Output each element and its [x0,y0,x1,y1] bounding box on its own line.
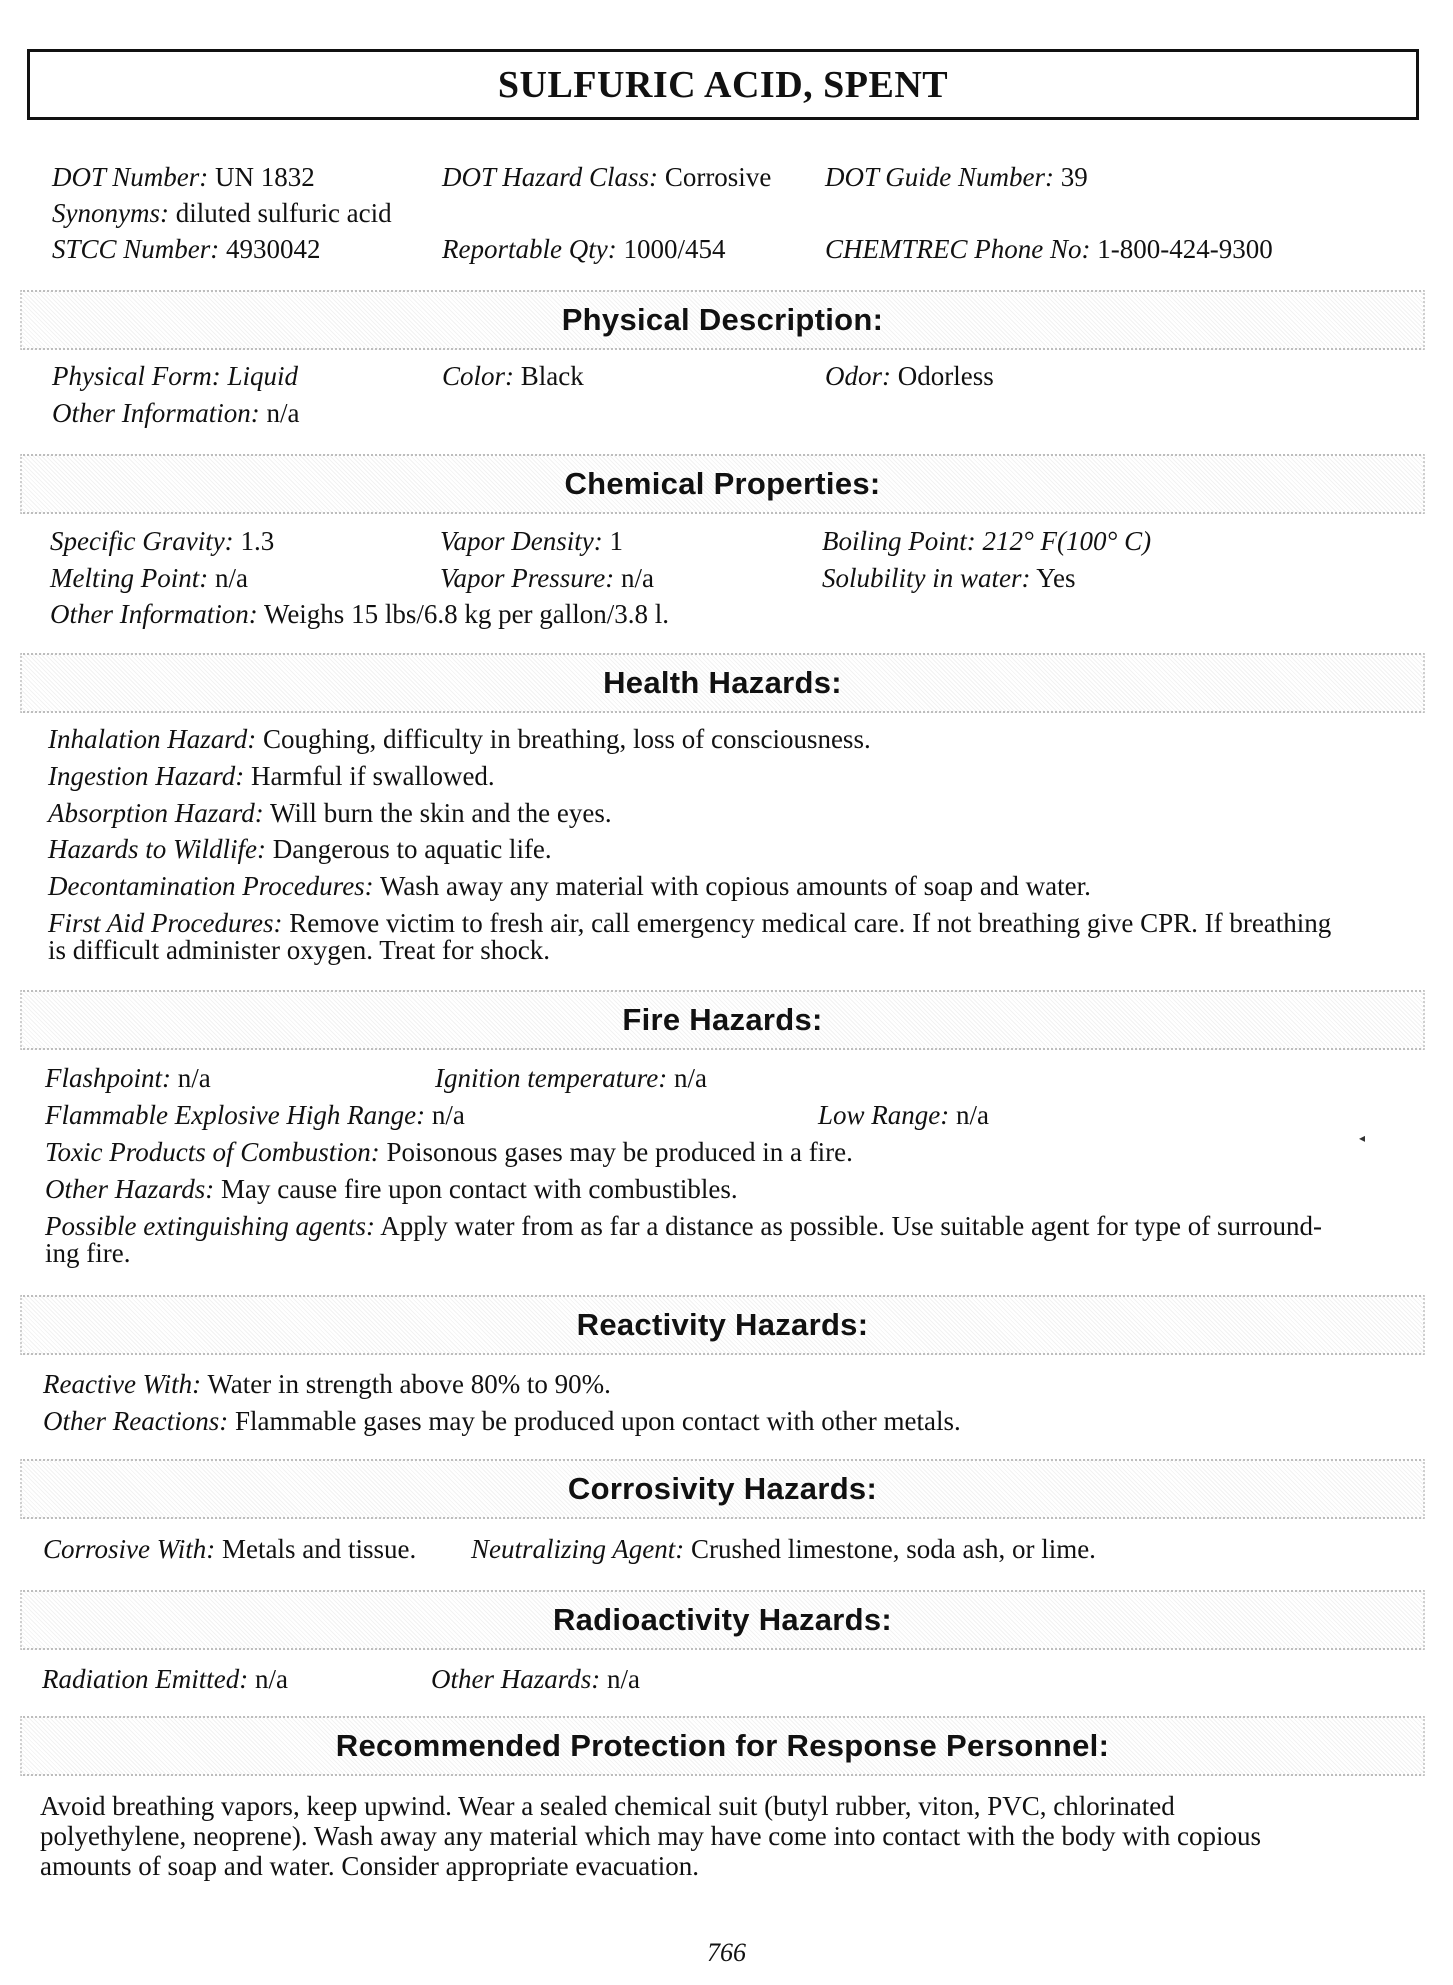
other-reactions-label: Other Reactions: [43,1406,229,1436]
absorption-hazard-field [48,798,612,828]
extinguishing-agents-label: Possible extinguishing agents: [45,1211,375,1241]
flashpoint-value: n/a [177,1063,211,1093]
radiation-emitted-value: n/a [254,1664,288,1694]
stcc-field [52,234,321,264]
absorption-hazard-label: Absorption Hazard: [48,798,264,828]
chemtrec-label: CHEMTREC Phone No: [825,234,1091,264]
melting-point-label: Melting Point: [50,563,209,593]
corrosive-with-label: Corrosive With: [43,1534,216,1564]
hazard-class-label: DOT Hazard Class: [442,162,659,192]
boiling-point-label: Boiling Point: 212° F(100° C) [822,526,1152,556]
first-aid-field [48,908,1331,938]
chemical-other-value: Weighs 15 lbs/6.8 kg per gallon/3.8 l. [264,599,670,629]
synonyms-label: Synonyms: [52,198,169,228]
extinguishing-agents-value-line2: ing fire. [45,1238,131,1268]
toxic-products-value: Poisonous gases may be produced in a fire. [386,1137,853,1167]
wildlife-hazard-value: Dangerous to aquatic life. [272,834,552,864]
toxic-products-label: Toxic Products of Combustion: [45,1137,380,1167]
synonyms-field [52,198,392,228]
radio-other-hazards-field [431,1664,640,1694]
protection-text-line1 [40,1791,1175,1821]
protection-heading: Recommended Protection for Response Personnel: [335,1728,1110,1763]
solubility-label: Solubility in water: [822,563,1031,593]
flashpoint-label: Flashpoint: [45,1063,171,1093]
decontamination-field [48,871,1091,901]
physical-description-heading: Physical Description: [561,302,884,337]
reportable-qty-value: 1000/454 [623,234,726,264]
color-label: Color: [442,361,515,391]
protection-value-line1: Avoid breathing vapors, keep upwind. Wear a sealed chemical suit (butyl rubber, viton, PVC, chlorinated [40,1791,1175,1821]
decontamination-value: Wash away any material with copious amounts of soap and water. [379,871,1091,901]
chemical-other-field [50,599,669,629]
color-field [442,361,584,391]
protection-value-line3: amounts of soap and water. Consider appropriate evacuation. [40,1851,700,1881]
inhalation-hazard-label: Inhalation Hazard: [48,724,257,754]
corrosive-with-field [43,1534,416,1564]
chemical-properties-heading: Chemical Properties: [564,466,881,501]
wildlife-hazard-field [48,834,552,864]
fire-hazards-heading: Fire Hazards: [622,1002,823,1037]
first-aid-value-line2: is difficult administer oxygen. Treat for shock. [48,935,550,965]
corrosivity-hazards-band [20,1459,1425,1519]
reactivity-hazards-heading: Reactivity Hazards: [576,1307,869,1342]
corrosive-with-value: Metals and tissue. [222,1534,417,1564]
decontamination-label: Decontamination Procedures: [48,871,374,901]
radiation-emitted-label: Radiation Emitted: [42,1664,249,1694]
neutralizing-agent-value: Crushed limestone, soda ash, or lime. [691,1534,1096,1564]
reportable-qty-label: Reportable Qty: [442,234,617,264]
toxic-products-field [45,1137,853,1167]
low-range-value: n/a [956,1100,989,1130]
specific-gravity-field [50,526,274,556]
melting-point-field [50,563,248,593]
neutralizing-agent-label: Neutralizing Agent: [471,1534,685,1564]
neutralizing-agent-field [471,1534,1096,1564]
hazard-class-value: Corrosive [664,162,772,192]
high-range-value: n/a [431,1100,465,1130]
radio-other-hazards-value: n/a [607,1664,641,1694]
ingestion-hazard-value: Harmful if swallowed. [251,761,495,791]
melting-point-value: n/a [214,563,248,593]
scan-mark: ◂ [1359,1131,1366,1145]
fire-other-hazards-field [45,1174,738,1204]
chemtrec-value: 1-800-424-9300 [1097,234,1273,264]
first-aid-label: First Aid Procedures: [48,908,283,938]
fire-other-hazards-value: May cause fire upon contact with combustibles. [221,1174,738,1204]
radioactivity-hazards-band [20,1590,1425,1650]
low-range-field [818,1100,989,1130]
color-value: Black [520,361,584,391]
vapor-pressure-value: n/a [620,563,654,593]
solubility-value: Yes [1036,563,1076,593]
low-range-label: Low Range: [818,1100,950,1130]
extinguishing-agents-continued [45,1238,130,1268]
absorption-hazard-value: Will burn the skin and the eyes. [270,798,612,828]
corrosivity-hazards-heading: Corrosivity Hazards: [567,1471,878,1506]
reactive-with-label: Reactive With: [43,1369,202,1399]
stcc-value: 4930042 [226,234,321,264]
physical-other-label: Other Information: [52,398,260,428]
physical-description-band [20,290,1425,350]
page-title: SULFURIC ACID, SPENT [497,63,949,106]
radio-other-hazards-label: Other Hazards: [431,1664,601,1694]
odor-value: Odorless [897,361,994,391]
guide-number-field [825,162,1088,192]
reactivity-hazards-band [20,1295,1425,1355]
vapor-density-label: Vapor Density: [440,526,603,556]
chemical-properties-band [20,454,1425,514]
vapor-pressure-field [440,563,654,593]
protection-value-line2: polyethylene, neoprene). Wash away any material which may have come into contact with the body with copious [40,1821,1261,1851]
radioactivity-hazards-heading: Radioactivity Hazards: [552,1602,893,1637]
reactive-with-field [43,1369,611,1399]
title-box [27,49,1419,120]
ignition-temperature-value: n/a [673,1063,707,1093]
ignition-temperature-field [435,1063,707,1093]
reactive-with-value: Water in strength above 80% to 90%. [207,1369,611,1399]
boiling-point-field [822,526,1151,556]
vapor-density-value: 1 [609,526,623,556]
first-aid-continued [48,935,550,965]
inhalation-hazard-field [48,724,871,754]
synonyms-value: diluted sulfuric acid [175,198,392,228]
specific-gravity-label: Specific Gravity: [50,526,234,556]
dot-number-value: UN 1832 [215,162,315,192]
chemical-other-label: Other Information: [50,599,258,629]
fire-hazards-band [20,990,1425,1050]
solubility-field [822,563,1076,593]
physical-form-label: Physical Form: Liquid [52,361,298,391]
guide-number-value: 39 [1060,162,1088,192]
physical-other-value: n/a [266,398,300,428]
health-hazards-band [20,653,1425,713]
extinguishing-agents-value-line1: Apply water from as far a distance as possible. Use suitable agent for type of surround- [380,1211,1322,1241]
vapor-pressure-label: Vapor Pressure: [440,563,615,593]
flashpoint-field [45,1063,211,1093]
wildlife-hazard-label: Hazards to Wildlife: [48,834,267,864]
first-aid-value-line1: Remove victim to fresh air, call emergency medical care. If not breathing give CPR. If breathing [289,908,1332,938]
protection-text-line3 [40,1851,699,1881]
guide-number-label: DOT Guide Number: [825,162,1054,192]
protection-text-line2 [40,1821,1261,1851]
odor-field [825,361,994,391]
ingestion-hazard-field [48,761,495,791]
hazard-class-field [442,162,771,192]
specific-gravity-value: 1.3 [240,526,275,556]
physical-other-field [52,398,299,428]
ignition-temperature-label: Ignition temperature: [435,1063,668,1093]
radiation-emitted-field [42,1664,288,1694]
inhalation-hazard-value: Coughing, difficulty in breathing, loss of consciousness. [263,724,871,754]
extinguishing-agents-field [45,1211,1322,1241]
page-number: 766 [707,1938,746,1967]
chemtrec-field [825,234,1273,264]
high-range-label: Flammable Explosive High Range: [45,1100,426,1130]
fire-other-hazards-label: Other Hazards: [45,1174,215,1204]
health-hazards-heading: Health Hazards: [603,665,842,700]
other-reactions-value: Flammable gases may be produced upon contact with other metals. [234,1406,961,1436]
reportable-qty-field [442,234,725,264]
ingestion-hazard-label: Ingestion Hazard: [48,761,245,791]
other-reactions-field [43,1406,961,1436]
odor-label: Odor: [825,361,891,391]
vapor-density-field [440,526,623,556]
stcc-label: STCC Number: [52,234,220,264]
protection-band [20,1716,1425,1776]
physical-form-field [52,361,298,391]
dot-number-field [52,162,315,192]
high-range-field [45,1100,465,1130]
dot-number-label: DOT Number: [52,162,209,192]
